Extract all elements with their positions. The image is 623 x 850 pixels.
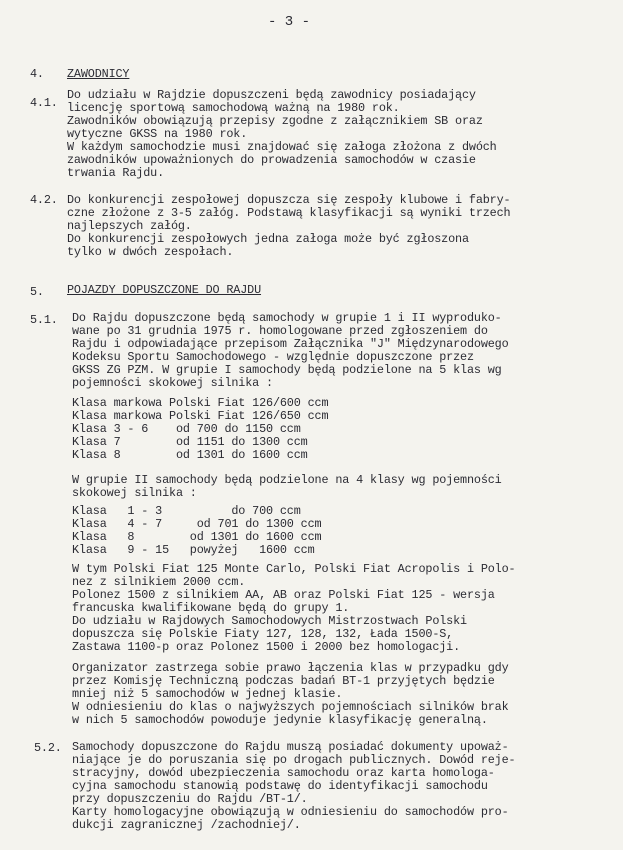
- text-line: skokowej silnika :: [72, 486, 197, 500]
- text-line: Zawodników obowiązują przepisy zgodne z załącznikiem SB oraz: [67, 114, 483, 128]
- text-line: Do udziału w Rajdzie dopuszczeni będą zawodnicy posiadający: [67, 88, 476, 102]
- section-5-title: POJAZDY DOPUSZCZONE DO RAJDU: [67, 283, 262, 297]
- text-line: francuska kwalifikowane będą do grupy 1.: [72, 601, 350, 615]
- class-row: Klasa 7 od 1151 do 1300 ccm: [72, 435, 308, 449]
- text-line: W każdym samochodzie musi znajdować się załoga złożona z dwóch: [67, 140, 497, 154]
- text-line: czne złożone z 3-5 załóg. Podstawą klasyfikacji są wyniki trzech: [67, 206, 511, 220]
- section-4-number: 4.: [30, 67, 44, 81]
- text-line: GKSS ZG PZM. W grupie I samochody będą podzielone na 5 klas wg: [72, 363, 502, 377]
- text-line: najlepszych załóg.: [67, 219, 192, 233]
- text-line: Karty homologacyjne obowiązują w odniesieniu do samochodów pro-: [72, 805, 509, 819]
- text-line: W tym Polski Fiat 125 Monte Carlo, Polski Fiat Acropolis i Polo-: [72, 562, 516, 576]
- text-line: Samochody dopuszczone do Rajdu muszą posiadać dokumenty upoważ-: [72, 740, 509, 754]
- text-line: Do konkurencji zespołowej dopuszcza się zespoły klubowe i fabry-: [67, 193, 511, 207]
- text-line: licencję sportową samochodową ważną na 1980 rok.: [67, 101, 400, 115]
- text-line: w nich 5 samochodów powoduje jedynie klasyfikację generalną.: [72, 713, 488, 727]
- page-number: - 3 -: [268, 14, 311, 30]
- text-line: trwania Rajdu.: [67, 166, 165, 180]
- class-row: Klasa 3 - 6 od 700 do 1150 ccm: [72, 422, 301, 436]
- text-line: Do konkurencji zespołowych jedna załoga może być zgłoszona: [67, 232, 469, 246]
- text-line: niające je do poruszania się po drogach publicznych. Dowód reje-: [72, 753, 516, 767]
- text-line: dopuszcza się Polskie Fiaty 127, 128, 132, Łada 1500-S,: [72, 627, 454, 641]
- text-line: Kodeksu Sportu Samochodowego - względnie dopuszczone przez: [72, 350, 474, 364]
- section-5-number: 5.: [30, 285, 44, 299]
- paragraph-4-1-number: 4.1.: [30, 96, 58, 110]
- class-row: Klasa markowa Polski Fiat 126/600 ccm: [72, 396, 329, 410]
- text-line: przez Komisję Techniczną podczas badań BT-1 przyjętych będzie: [72, 674, 495, 688]
- paragraph-5-1-number: 5.1.: [30, 313, 58, 327]
- text-line: zawodników upoważnionych do prowadzenia samochodów w czasie: [67, 153, 476, 167]
- text-line: W grupie II samochody będą podzielone na 4 klasy wg pojemności: [72, 473, 502, 487]
- class-row: Klasa 9 - 15 powyżej 1600 ccm: [72, 543, 315, 557]
- text-line: Do Rajdu dopuszczone będą samochody w grupie 1 i II wyprodukо-: [72, 311, 502, 325]
- text-line: dukcji zagranicznej /zachodniej/.: [72, 818, 301, 832]
- paragraph-4-2-number: 4.2.: [30, 193, 58, 207]
- text-line: mniej niż 5 samochodów w jednej klasie.: [72, 687, 343, 701]
- class-row: Klasa 8 od 1301 do 1600 ccm: [72, 530, 322, 544]
- text-line: Do udziału w Rajdowych Samochodowych Mistrzostwach Polski: [72, 614, 467, 628]
- text-line: Rajdu i odpowiadające przepisom Załącznika "J" Międzynarodowego: [72, 337, 509, 351]
- text-line: tylko w dwóch zespołach.: [67, 245, 234, 259]
- text-line: pojemności skokowej silnika :: [72, 376, 273, 390]
- class-row: Klasa markowa Polski Fiat 126/650 ccm: [72, 409, 329, 423]
- text-line: przy dopuszczeniu do Rajdu /BT-1/.: [72, 792, 308, 806]
- text-line: cyjna samochodu stanowią podstawę do identyfikacji samochodu: [72, 779, 488, 793]
- class-row: Klasa 4 - 7 od 701 do 1300 ccm: [72, 517, 322, 531]
- text-line: wytyczne GKSS na 1980 rok.: [67, 127, 248, 141]
- text-line: nez z silnikiem 2000 ccm.: [72, 575, 246, 589]
- text-line: stracyjny, dowód ubezpieczenia samochodu oraz karta homologa-: [72, 766, 495, 780]
- paragraph-5-2-number: 5.2.: [34, 741, 62, 755]
- class-row: Klasa 8 od 1301 do 1600 ccm: [72, 448, 308, 462]
- text-line: W odniesieniu do klas o najwyższych pojemnościach silników brak: [72, 700, 509, 714]
- class-row: Klasa 1 - 3 do 700 ccm: [72, 504, 301, 518]
- text-line: Polonez 1500 z silnikiem AA, AB oraz Polski Fiat 125 - wersja: [72, 588, 495, 602]
- text-line: Organizator zastrzega sobie prawo łączenia klas w przypadku gdy: [72, 661, 509, 675]
- text-line: wane po 31 grudnia 1975 r. homologowane przed zgłoszeniem do: [72, 324, 488, 338]
- section-4-title: ZAWODNICY: [67, 67, 130, 81]
- text-line: Zastawa 1100-p oraz Polonez 1500 i 2000 bez homologacji.: [72, 640, 461, 654]
